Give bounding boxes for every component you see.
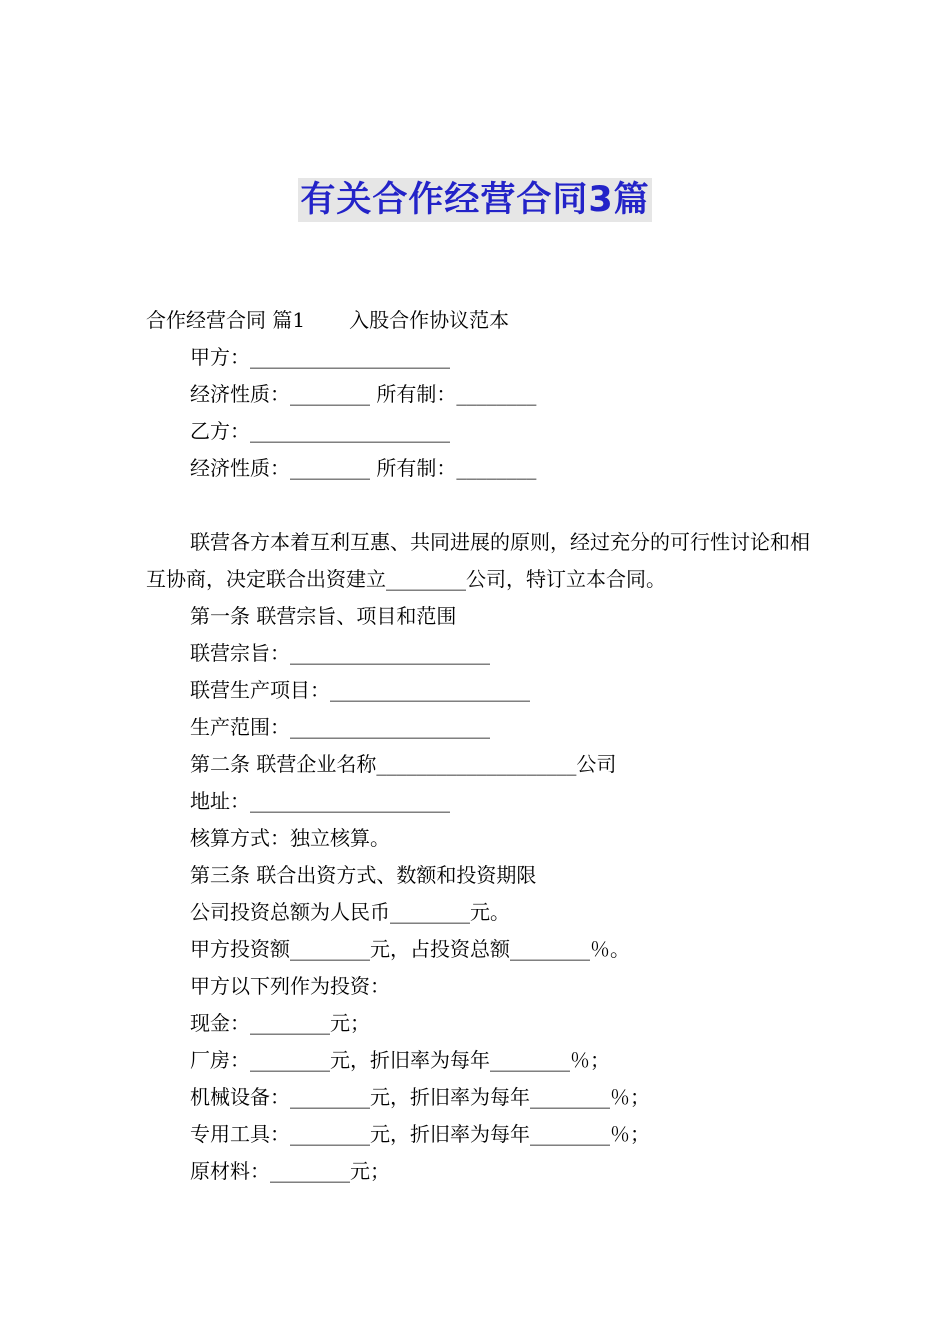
equipment-line: 机械设备：________元，折旧率为每年________％； (190, 1085, 650, 1109)
address-line: 地址：____________________ (190, 789, 450, 813)
title-container (0, 178, 950, 222)
party-a-investment-line: 甲方投资额________元，占投资总额________％。 (190, 937, 630, 961)
party-b-nature-line: 经济性质：________ 所有制：________ (190, 456, 537, 480)
project-line: 联营生产项目：____________________ (190, 678, 530, 702)
tools-line: 专用工具：________元，折旧率为每年________％； (190, 1122, 650, 1146)
document-body (146, 302, 811, 1190)
intro-paragraph: 联营各方本着互利互惠、共同进展的原则，经过充分的可行性讨论和相互协商，决定联合出资建立________公司，特订立本合同。 (146, 530, 810, 591)
accounting-line: 核算方式：独立核算。 (190, 826, 390, 850)
party-a-nature-line: 经济性质：________ 所有制：________ (190, 382, 537, 406)
materials-line: 原材料：________元； (190, 1159, 390, 1183)
party-a-line: 甲方：____________________ (190, 345, 450, 369)
article-3-heading: 第三条 联合出资方式、数额和投资期限 (190, 863, 537, 887)
purpose-line: 联营宗旨：____________________ (190, 641, 490, 665)
document-title: 有关合作经营合同3篇 (300, 180, 650, 220)
article-1-heading: 第一条 联营宗旨、项目和范围 (190, 604, 457, 628)
party-a-items-line: 甲方以下列作为投资： (190, 974, 390, 998)
section-heading (146, 302, 811, 339)
total-investment-line: 公司投资总额为人民币________元。 (190, 900, 510, 924)
party-b-line: 乙方：____________________ (190, 419, 450, 443)
article-2-heading: 第二条 联营企业名称____________________公司 (190, 752, 617, 776)
cash-line: 现金：________元； (190, 1011, 370, 1035)
blank-gap (146, 487, 811, 524)
section-heading-left: 合作经营合同 篇1 (146, 308, 306, 332)
section-heading-right: 入股合作协议范本 (349, 308, 510, 332)
plant-line: 厂房：________元，折旧率为每年________％； (190, 1048, 610, 1072)
scope-line: 生产范围：____________________ (190, 715, 490, 739)
